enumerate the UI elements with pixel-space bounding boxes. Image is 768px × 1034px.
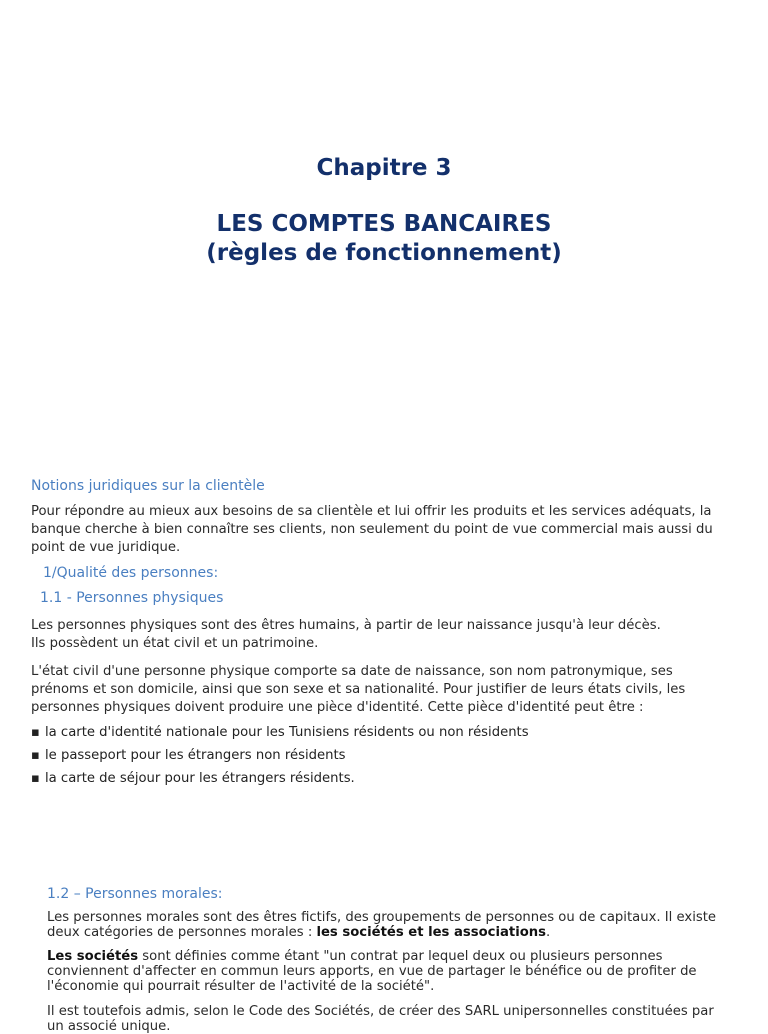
physical-persons-heading: 1.1 - Personnes physiques [40, 590, 224, 606]
bullet-icon: ▪ [31, 748, 40, 763]
companies-paragraph: Les sociétés sont définies comme étant "un contrat par lequel deux ou plusieurs personnes conviennent d'affecter en commun leurs apports, en vue de partager le bénéfice ou de profiter de l'économie qui pourrait résulter de l'activité de la société". [47, 949, 697, 994]
intro-paragraph: Pour répondre au mieux aux besoins de sa clientèle et lui offrir les produits et les services adéquats, la banque cherche à bien connaître ses clients, non seulement du point de vue commercial mais aussi du point de vue juridique. [31, 504, 713, 555]
chapter-title: Chapitre 3 [316, 155, 452, 181]
bullet-icon: ▪ [31, 771, 40, 786]
physical-persons-paragraph: Les personnes physiques sont des êtres humains, à partir de leur naissance jusqu'à leur décès. Ils possèdent un état civil et un patrimoine. [31, 618, 661, 651]
list-item: ▪ la carte d'identité nationale pour les Tunisiens résidents ou non résidents [31, 721, 671, 744]
legal-persons-heading: 1.2 – Personnes morales: [47, 886, 223, 902]
list-item: ▪ le passeport pour les étrangers non résidents [31, 744, 671, 767]
quality-heading: 1/Qualité des personnes: [43, 565, 219, 581]
document-subtitle: (règles de fonctionnement) [206, 240, 562, 266]
list-item: ▪ la carte de séjour pour les étrangers résidents. [31, 767, 671, 790]
sarl-paragraph: Il est toutefois admis, selon le Code des Sociétés, de créer des SARL unipersonnelles constituées par un associé unique. [47, 1004, 714, 1034]
document-title: LES COMPTES BANCAIRES [216, 211, 552, 237]
legal-persons-paragraph: Les personnes morales sont des êtres fictifs, des groupements de personnes ou de capitaux. Il existe deux catégories de personnes morales : les sociétés et les associations. [47, 910, 717, 940]
id-documents-list [31, 721, 671, 790]
section-heading: Notions juridiques sur la clientèle [31, 478, 265, 494]
civil-status-paragraph: L'état civil d'une personne physique comporte sa date de naissance, son nom patronymique, ses prénoms et son domicile, ainsi que son sexe et sa nationalité. Pour justifier de leurs états civils, les personnes physiques doivent produire une pièce d'identité. Cette pièce d'identité peut être : [31, 664, 686, 715]
bullet-icon: ▪ [31, 725, 40, 740]
